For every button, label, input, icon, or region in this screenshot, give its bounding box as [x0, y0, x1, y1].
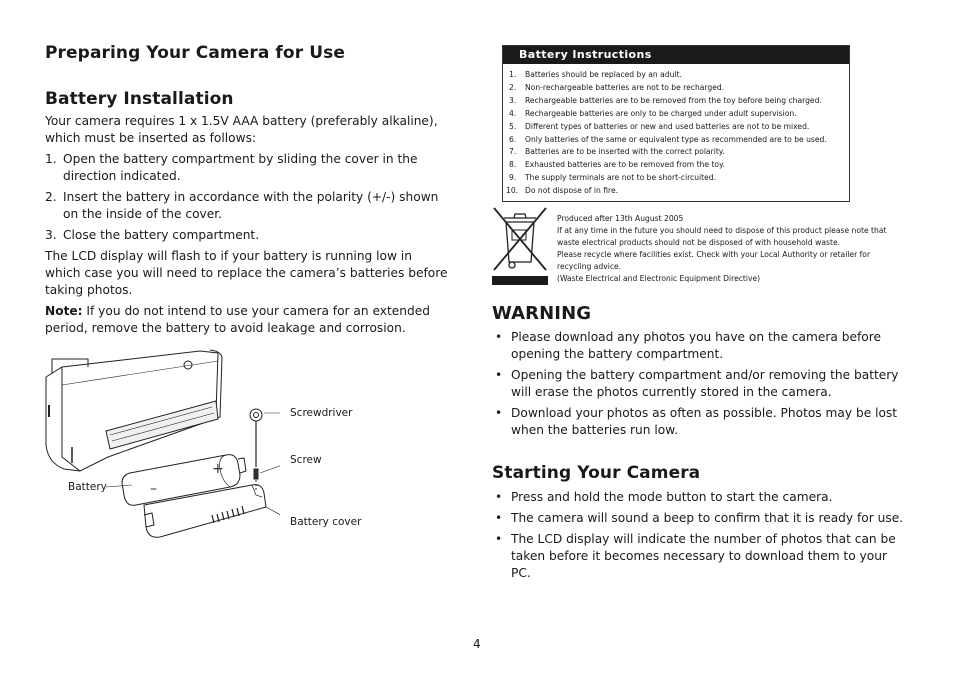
svg-text:+: +: [212, 461, 224, 477]
weee-line2: If at any time in the future you should need to dispose of this product please note that waste electrical products should not be disposed of with household waste.: [557, 226, 887, 248]
list-item: • Please download any photos you have on the camera before opening the battery compartment.: [493, 329, 908, 363]
weee-line1: Produced after 13th August 2005: [557, 214, 684, 223]
item-number: 3.: [509, 95, 517, 105]
low-battery-text: The LCD display will flash to if your battery is running low in which case you will need to replace the camera’s batteries before taking photos.: [45, 249, 448, 297]
list-item: • Opening the battery compartment and/or removing the battery will erase the photos currently stored in the camera.: [493, 367, 908, 401]
list-item: • The camera will sound a beep to confirm that it is ready for use.: [493, 510, 908, 527]
list-item: [503, 69, 849, 82]
item-number: 6.: [509, 134, 517, 144]
note-text: If you do not intend to use your camera for an extended period, remove the battery to avoid leakage and corrosion.: [45, 304, 430, 335]
battery-instructions-list: [503, 64, 849, 198]
starting-list: [493, 489, 908, 586]
list-item: [503, 95, 849, 108]
screwdriver-label: Screwdriver: [290, 407, 353, 419]
warning-list: [493, 329, 908, 443]
battery-installation-section: [45, 113, 450, 337]
screwdriver-handle: [250, 409, 262, 421]
screw-shape: [254, 469, 258, 479]
screw-label: Screw: [290, 454, 322, 466]
item-number: 1.: [509, 70, 517, 79]
item-text: Batteries should be replaced by an adult.: [525, 70, 682, 79]
installation-steps: [45, 151, 450, 244]
note-label: Note:: [45, 304, 83, 318]
step-text: Close the battery compartment.: [63, 228, 260, 242]
item-text: Non-rechargeable batteries are not to be recharged.: [525, 82, 725, 92]
list-item: [503, 159, 849, 172]
list-item: [503, 108, 849, 121]
step-number: 3.: [45, 228, 57, 242]
item-number: 2.: [509, 82, 517, 92]
item-number: 4.: [509, 108, 517, 118]
list-item: [45, 189, 450, 223]
crossed-out-wheelie-bin-icon: [490, 204, 550, 286]
list-item: [503, 172, 849, 185]
battery-instructions-header: Battery Instructions: [503, 46, 849, 64]
item-text: Rechargeable batteries are only to be charged under adult supervision.: [525, 108, 797, 118]
item-text: Rechargeable batteries are to be removed from the toy before being charged.: [525, 95, 822, 105]
list-item: [503, 185, 849, 198]
weee-line4: (Waste Electrical and Electronic Equipment Directive): [557, 274, 761, 284]
list-item: [45, 227, 450, 244]
weee-line3: Please recycle where facilities exist. Check with your Local Authority or retailer for recycling advice.: [557, 250, 871, 272]
battery-instructions-box: [502, 45, 850, 202]
item-number: 7.: [509, 147, 517, 157]
battery-cover-label: Battery cover: [290, 516, 362, 528]
step-text: Insert the battery in accordance with the polarity (+/-) shown on the inside of the cover.: [63, 190, 439, 221]
item-number: 9.: [509, 173, 517, 183]
item-text: Different types of batteries or new and used batteries are not to be mixed.: [525, 121, 810, 131]
item-number: 5.: [509, 121, 517, 131]
note-paragraph: [45, 303, 450, 337]
list-item: • Download your photos as often as possible. Photos may be lost when the batteries run low.: [493, 405, 908, 439]
step-number: 1.: [45, 152, 57, 166]
step-text: Open the battery compartment by sliding the cover in the direction indicated.: [63, 152, 418, 183]
battery-compartment: [106, 401, 218, 449]
battery-installation-heading: Battery Installation: [45, 89, 234, 109]
item-text: Exhausted batteries are to be removed from the toy.: [525, 160, 725, 170]
battery-intro: Your camera requires 1 x 1.5V AAA battery (preferably alkaline), which must be inserted as follows:: [45, 114, 438, 145]
svg-text:–: –: [150, 481, 157, 497]
list-item: [503, 121, 849, 134]
page-title: Preparing Your Camera for Use: [45, 43, 345, 63]
step-number: 2.: [45, 190, 57, 204]
item-number: 8.: [509, 160, 517, 170]
list-item: [45, 151, 450, 185]
item-text: Only batteries of the same or equivalent type as recommended are to be used.: [525, 134, 827, 144]
item-text: The supply terminals are not to be short-circuited.: [525, 173, 717, 183]
item-number: 10.: [506, 186, 519, 196]
battery-label: Battery: [68, 481, 107, 493]
item-text: Batteries are to be inserted with the correct polarity.: [525, 147, 725, 157]
list-item: • Press and hold the mode button to start the camera.: [493, 489, 908, 506]
camera-top-edge: [46, 351, 218, 413]
page-number: 4: [473, 637, 481, 651]
weee-notice: [557, 213, 892, 286]
camera-battery-diagram: [40, 345, 280, 555]
list-item: [503, 146, 849, 159]
list-item: [503, 134, 849, 147]
starting-heading: Starting Your Camera: [492, 463, 701, 483]
item-text: Do not dispose of in fire.: [525, 186, 619, 196]
warning-heading: WARNING: [492, 303, 592, 324]
list-item: • The LCD display will indicate the number of photos that can be taken before it becomes necessary to download them to your PC.: [493, 531, 908, 582]
list-item: [503, 82, 849, 95]
